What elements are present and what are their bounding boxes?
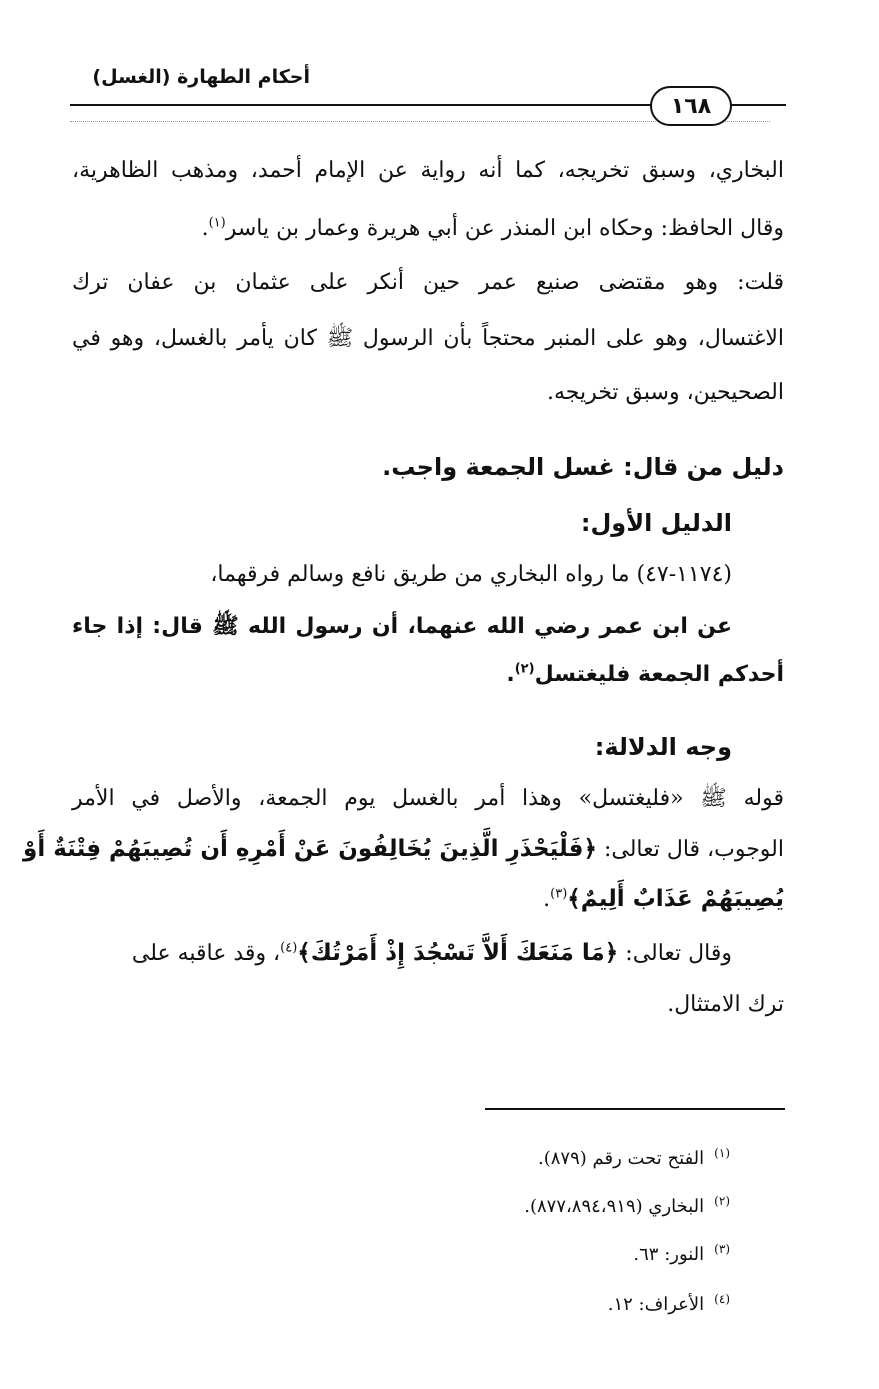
text-line-10-body: الوجوب، قال تعالى: [603,837,784,862]
footnote-1-text: الفتح تحت رقم (٨٧٩). [537,1148,705,1169]
running-title: أحكام الطهارة (الغسل) [92,66,310,88]
footnote-3 [300,1236,730,1268]
footnote-ref-2[interactable]: (٢) [514,661,535,677]
footnote-3-number: (٣) [714,1242,730,1256]
text-line-12 [72,938,732,969]
text-line-11-end: . [543,887,551,912]
footnote-2 [300,1188,730,1220]
text-line-4: الاغتسال، وهو على المنبر محتجاً بأن الرسول ﷺ كان يأمر بالغسل، وهو في [72,326,784,351]
text-line-12-start: وقال تعالى: [625,941,732,966]
hadith-text-line-1: عن ابن عمر رضي الله عنهما، أن رسول الله ﷺ قال: إذا جاء [72,614,732,639]
footnote-ref-4[interactable]: (٤) [280,940,298,956]
footnote-2-text: البخاري (٨٧٧،٨٩٤،٩١٩). [524,1196,705,1217]
footnote-4-text: الأعراف: ١٢. [607,1294,705,1315]
text-line-5: الصحيحين، وسبق تخريجه. [546,380,784,405]
text-line-1: البخاري، وسبق تخريجه، كما أنه رواية عن الإمام أحمد، ومذهب الظاهرية، [72,158,784,183]
hadith-text-line-2-end: . [506,662,515,687]
page-number: ١٦٨ [650,86,732,126]
hadith-source-line: (١١٧٤-٤٧) ما رواه البخاري من طريق نافع وسالم فرقهما، [210,562,732,587]
quran-verse-2: ﴿مَا مَنَعَكَ أَلاَّ تَسْجُدَ إِذْ أَمَرْتُكَ﴾ [297,940,619,966]
text-line-2 [72,214,784,244]
hadith-text-line-2 [72,660,784,690]
text-line-3: قلت: وهو مقتضى صنيع عمر حين أنكر على عثمان بن عفان ترك [72,270,784,295]
footnote-4 [300,1286,730,1318]
footnote-2-number: (٢) [714,1194,730,1208]
footnote-ref-1[interactable]: (١) [208,215,226,231]
text-line-11 [72,884,784,915]
text-line-13: ترك الامتثال. [667,992,784,1017]
text-line-2-body: وقال الحافظ: وحكاه ابن المنذر عن أبي هريرة وعمار بن ياسر [225,216,784,241]
footnote-4-number: (٤) [714,1292,730,1306]
quran-verse-1a: ﴿فَلْيَحْذَرِ الَّذِينَ يُخَالِفُونَ عَنْ أَمْرِهِ أَن تُصِيبَهُمْ فِتْنَةٌ أَوْ [23,836,597,862]
quran-verse-1b: يُصِيبَهُمْ عَذَابٌ أَلِيمٌ﴾ [567,886,784,912]
footnote-ref-3[interactable]: (٣) [550,886,568,902]
text-line-12-end: ، وقد عاقبه على [131,941,281,966]
subheading-first-evidence: الدليل الأول: [580,509,732,537]
footnote-1-number: (١) [714,1146,730,1160]
footnote-3-text: النور: ٦٣. [633,1244,705,1265]
hadith-text-line-2-body: أحدكم الجمعة فليغتسل [534,662,784,687]
footnote-1 [300,1140,730,1172]
section-heading: دليل من قال: غسل الجمعة واجب. [382,453,784,481]
text-line-2-end: . [201,216,209,241]
text-line-10 [23,834,784,865]
subheading-evidence-aspect: وجه الدلالة: [594,733,732,761]
footnote-separator [485,1108,785,1110]
text-line-9: قوله ﷺ «فليغتسل» وهذا أمر بالغسل يوم الجمعة، والأصل في الأمر [72,786,784,811]
